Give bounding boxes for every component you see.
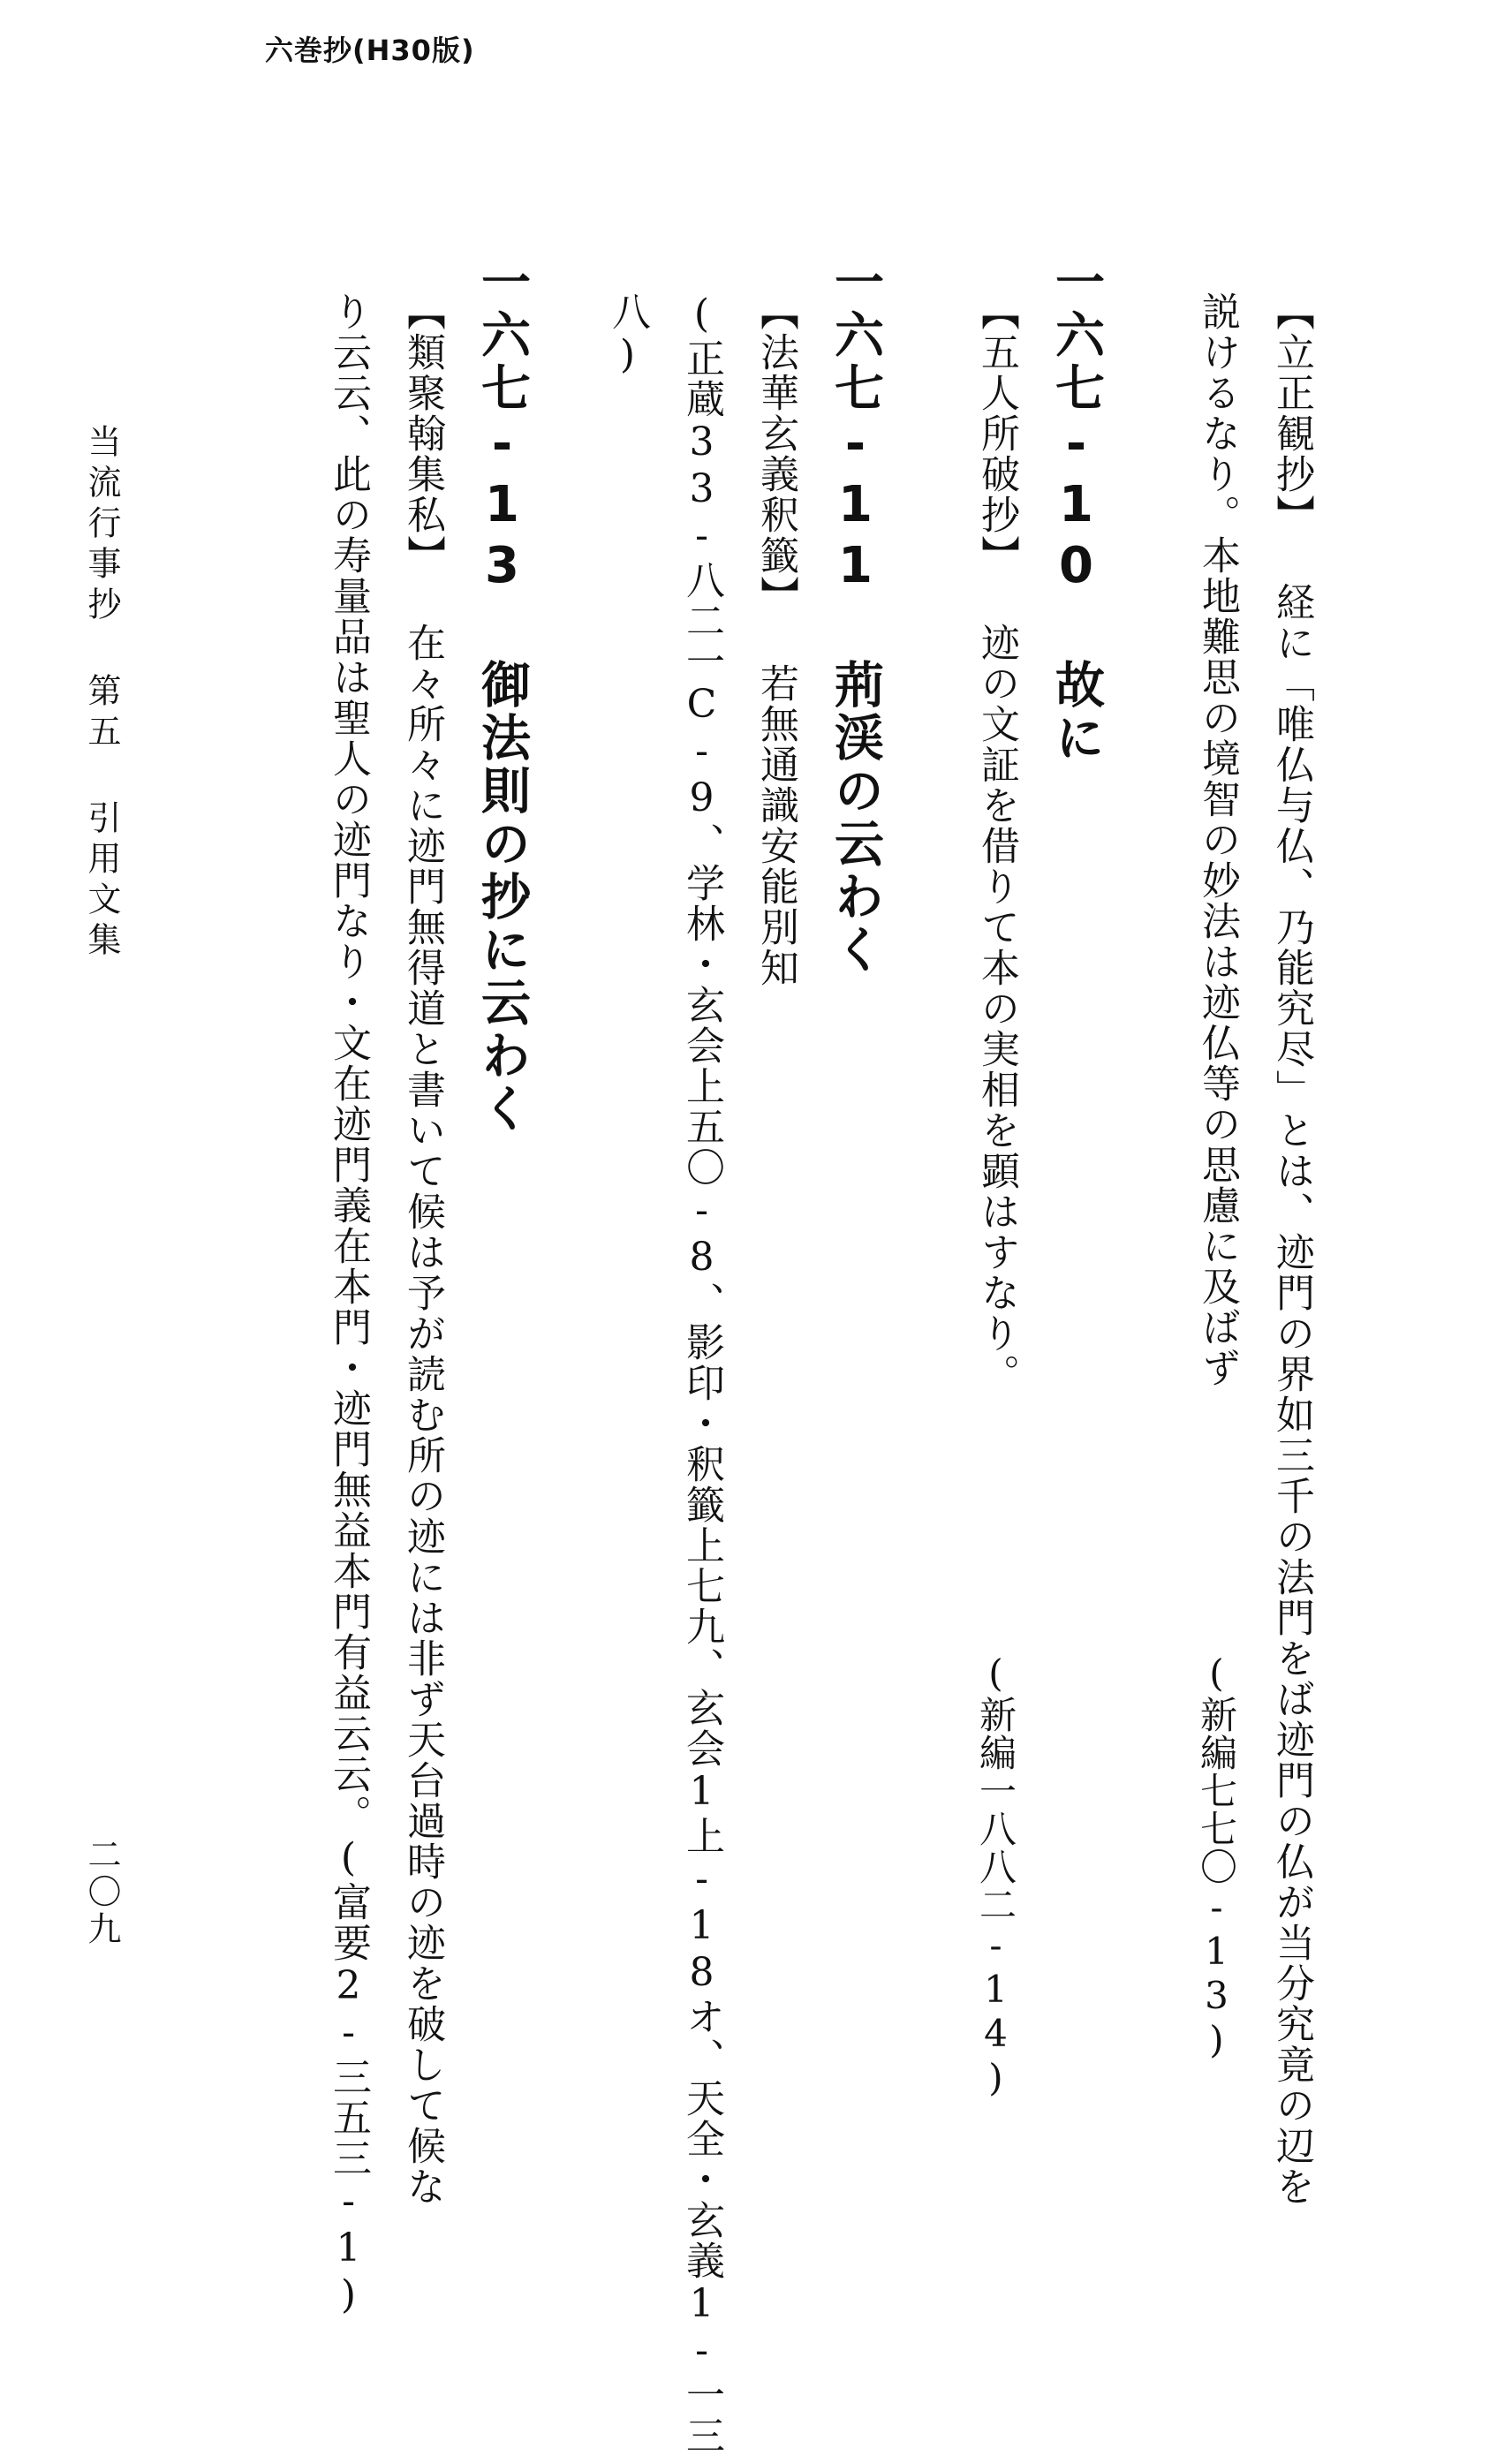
running-title: 当流行事抄 第五 引用文集 xyxy=(82,424,121,963)
entry-text-line: 【立正観抄】 経に「唯仏与仏、乃能究尽」とは、迹門の界如三千の法門をば迹門の仏が当分究竟の辺を xyxy=(1269,291,1314,2207)
entry-text-line: 【法華玄義釈籤】 若無通識安能別知 xyxy=(753,291,798,988)
entry-citation: (新編一八八二-14) xyxy=(974,1651,1017,2100)
entry-text-line: り云云、此の寿量品は聖人の迹門なり・文在迹門義在本門・迹門無益本門有益云云。(富要2-三五三-1) xyxy=(326,291,371,2319)
entry-heading: 一六七-11 荊渓の云わく xyxy=(827,256,884,977)
entry-text-line: 【五人所破抄】 迹の文証を借りて本の実相を顕はすなり。 xyxy=(974,291,1019,1394)
entry-text-line: 八) xyxy=(605,291,650,379)
entry-heading: 一六七-10 故に xyxy=(1047,256,1105,765)
entry-text-line: (正蔵33-八二一C-9、学林・玄会上五〇-8、影印・釈籤上七九、玄会1上-18オ、天全・玄義1-一三 xyxy=(679,291,724,2456)
entry-text-line: 説けるなり。本地難思の境智の妙法は迹仏等の思慮に及ばず xyxy=(1195,291,1240,1388)
page-number: 二〇九 xyxy=(82,1837,121,1948)
entry-citation: (新編七七〇-13) xyxy=(1195,1651,1238,2062)
entry-heading: 一六七-13 御法則の抄に云わく xyxy=(473,256,531,1136)
entry-text-line: 【類聚翰集私】 在々所々に迹門無得道と書いて候は予が読む所の迹には非ず天台過時の迹を破して候な xyxy=(400,291,445,2207)
header-label: 六巻抄(H30版) xyxy=(265,34,475,67)
